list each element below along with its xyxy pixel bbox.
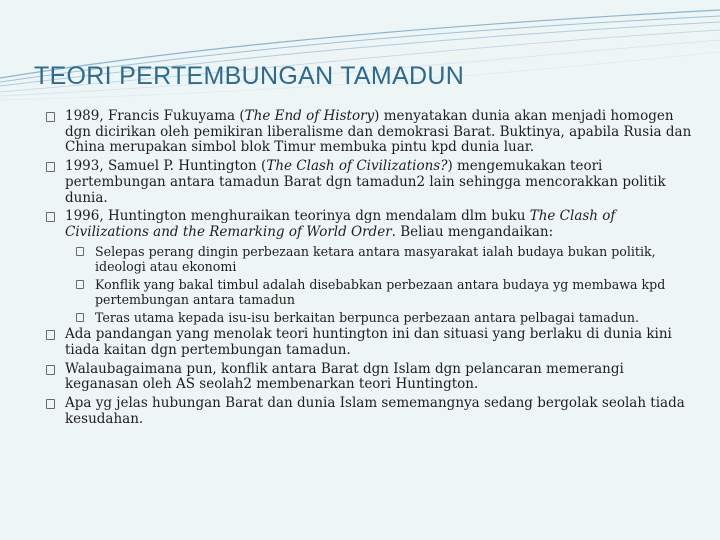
bullet-book-title: The Clash of Civilizations? <box>266 158 448 175</box>
bullet-box-icon <box>46 112 55 122</box>
bullet-text: Ada pandangan yang menolak teori huntington ini dan situasi yang berlaku di dunia kini tiada kaitan dgn pertembungan tamadun. <box>65 326 672 358</box>
bullet-box-icon <box>76 313 84 322</box>
bullet-text: ) mengemukakan teori pertembungan antara tamadun Barat dgn tamadun2 lain sehingga mencorakkan politik dunia. <box>65 158 666 206</box>
bullet-box-icon <box>46 330 55 340</box>
bullet-box-icon <box>46 162 55 172</box>
bullet-text: 1989, Francis Fukuyama ( <box>65 108 245 124</box>
bullet-item <box>46 109 696 156</box>
sub-bullet-item <box>76 310 696 326</box>
sub-bullet-text: Konflik yang bakal timbul adalah disebabkan perbezaan antara budaya yg membawa kpd pertembungan antara tamadun <box>95 276 666 308</box>
bullet-text: 1996, Huntington menghuraikan teorinya dgn mendalam dlm buku <box>65 208 530 225</box>
decorative-wave-lines <box>0 0 720 110</box>
sub-bullet-text: Teras utama kepada isu-isu berkaitan berpunca perbezaan antara pelbagai tamadun. <box>95 309 640 325</box>
bullet-box-icon <box>76 280 84 289</box>
bullet-item <box>46 159 696 206</box>
bullet-text: 1993, Samuel P. Huntington ( <box>65 158 267 175</box>
bullet-text: Walaubagaimana pun, konflik antara Barat dgn Islam dgn pelancaran memerangi keganasan oleh AS seolah2 membenarkan teori Huntington. <box>65 360 624 393</box>
bullet-item <box>46 396 696 427</box>
bullet-box-icon <box>46 212 55 222</box>
bullet-book-title: The End of History <box>244 108 375 124</box>
sub-bullet-text: Selepas perang dingin perbezaan ketara antara masyarakat ialah budaya bukan politik, ideologi atau ekonomi <box>95 243 656 275</box>
slide-title: TEORI PERTEMBUNGAN TAMADUN <box>34 62 465 90</box>
bullet-text: . Beliau mengandaikan: <box>391 223 554 240</box>
sub-bullet-item <box>76 244 696 275</box>
bullet-book-title: The Clash of Civilizations and the Remarking of World Order <box>65 208 616 240</box>
bullet-box-icon <box>46 365 55 375</box>
bullet-box-icon <box>46 399 55 409</box>
bullet-item <box>46 362 696 393</box>
bullet-text: Apa yg jelas hubungan Barat dan dunia Islam sememangnya sedang bergolak seolah tiada kesudahan. <box>65 394 685 427</box>
sub-bullet-item <box>76 277 696 308</box>
bullet-list <box>46 109 696 430</box>
bullet-item <box>46 209 696 240</box>
bullet-box-icon <box>76 247 84 256</box>
bullet-text: ) menyatakan dunia akan menjadi homogen dgn dicirikan oleh pemikiran liberalisme dan demokrasi Barat. Buktinya, apabila Rusia dan China merupakan simbol blok Timur membuka pintu kpd dunia luar. <box>65 108 692 156</box>
bullet-item <box>46 327 696 358</box>
